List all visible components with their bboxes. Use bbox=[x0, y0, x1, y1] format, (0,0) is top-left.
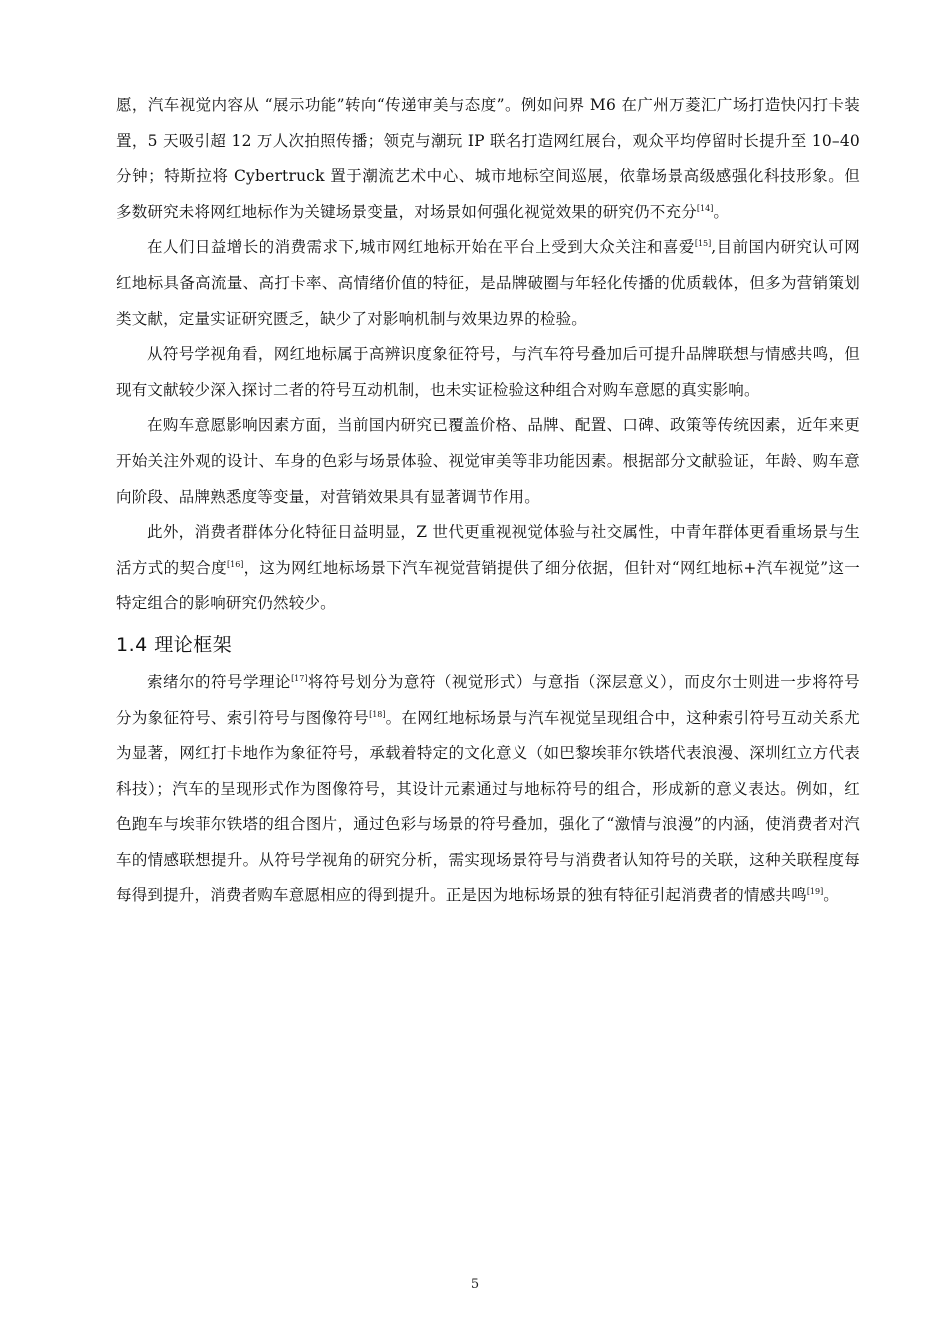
paragraph-2 bbox=[116, 230, 860, 337]
paragraph-5 bbox=[116, 515, 860, 622]
citation-14: [14] bbox=[696, 203, 714, 213]
paragraph-6-part-c: 。在网红地标场景与汽车视觉呈现组合中，这种索引符号互动关系尤为显著，网红打卡地作为象征符号，承载着特定的文化意义（如巴黎埃菲尔铁塔代表浪漫、深圳红立方代表科技）；汽车的呈现形式作为图像符号，其设计元素通过与地标符号的组合，形成新的意义表达。例如，红色跑车与埃菲尔铁塔的组合图片，通过色彩与场景的符号叠加，强化了“激情与浪漫”的内涵，使消费者对汽车的情感联想提升。从符号学视角的研究分析，需实现场景符号与消费者认知符号的关联，这种关联程度每每得到提升，消费者购车意愿相应的得到提升。正是因为地标场景的独有特征引起消费者的情感共鸣 bbox=[116, 708, 860, 905]
citation-16: [16] bbox=[227, 559, 244, 569]
paragraph-6 bbox=[116, 665, 860, 914]
citation-15: [15] bbox=[694, 239, 712, 249]
paragraph-5-text: 此外，消费者群体分化特征日益明显，Z 世代更重视视觉体验与社交属性，中青年群体更看重场景与生活方式的契合度 bbox=[116, 523, 860, 577]
page-number: 5 bbox=[470, 1277, 480, 1292]
paragraph-5-tail: ，这为网红地标场景下汽车视觉营销提供了细分依据，但针对“网红地标+汽车视觉”这一特定组合的影响研究仍然较少。 bbox=[116, 558, 860, 613]
paragraph-6-part-a: 索绪尔的符号学理论 bbox=[147, 672, 292, 691]
paragraph-1-text: 愿，汽车视觉内容从 “展示功能”转向“传递审美与态度”。例如问界 M6 在广州万菱汇广场打造快闪打卡装置，5 天吸引超 12 万人次拍照传播；领克与潮玩 IP 联名打造网红展台，观众平均停留时长提升至 10–40 分钟；特斯拉将 Cybertruck 置于潮流艺术中心、城市地标空间巡展，依靠场景高级感强化科技形象。但多数研究未将网红地标作为关键场景变量，对场景如何强化视觉效果的研究仍不充分 bbox=[116, 96, 860, 221]
paragraph-3: 从符号学视角看，网红地标属于高辨识度象征符号，与汽车符号叠加后可提升品牌联想与情感共鸣，但现有文献较少深入探讨二者的符号互动机制，也未实证检验这种组合对购车意愿的真实影响。 bbox=[116, 345, 860, 399]
paragraph-2-tail: ,目前国内研究认可网红地标具备高流量、高打卡率、高情绪价值的特征，是品牌破圈与年轻化传播的优质载体，但多为营销策划类文献，定量实证研究匮乏，缺少了对影响机制与效果边界的检验。 bbox=[116, 238, 860, 328]
paragraph-2-text: 在人们日益增长的消费需求下,城市网红地标开始在平台上受到大众关注和喜爱 bbox=[147, 238, 695, 257]
paragraph-1-tail: 。 bbox=[713, 202, 730, 221]
paragraph-1 bbox=[116, 88, 860, 230]
paragraph-4: 在购车意愿影响因素方面，当前国内研究已覆盖价格、品牌、配置、口碑、政策等传统因素，近年来更开始关注外观的设计、车身的色彩与场景体验、视觉审美等非功能因素。根据部分文献验证，年龄、购车意向阶段、品牌熟悉度等变量，对营销效果具有显著调节作用。 bbox=[116, 416, 860, 506]
section-heading: 1.4 理论框架 bbox=[116, 633, 233, 656]
citation-18: [18] bbox=[369, 709, 386, 719]
body-text bbox=[116, 88, 860, 914]
paragraph-6-part-d: 。 bbox=[823, 886, 839, 905]
citation-19: [19] bbox=[806, 887, 824, 897]
paragraph-6-part-b: 将符号划分为意符（视觉形式）与意指（深层意义），而皮尔士则进一步将符号分为象征符号、索引符号与图像符号 bbox=[116, 672, 860, 727]
citation-17: [17] bbox=[291, 673, 308, 683]
